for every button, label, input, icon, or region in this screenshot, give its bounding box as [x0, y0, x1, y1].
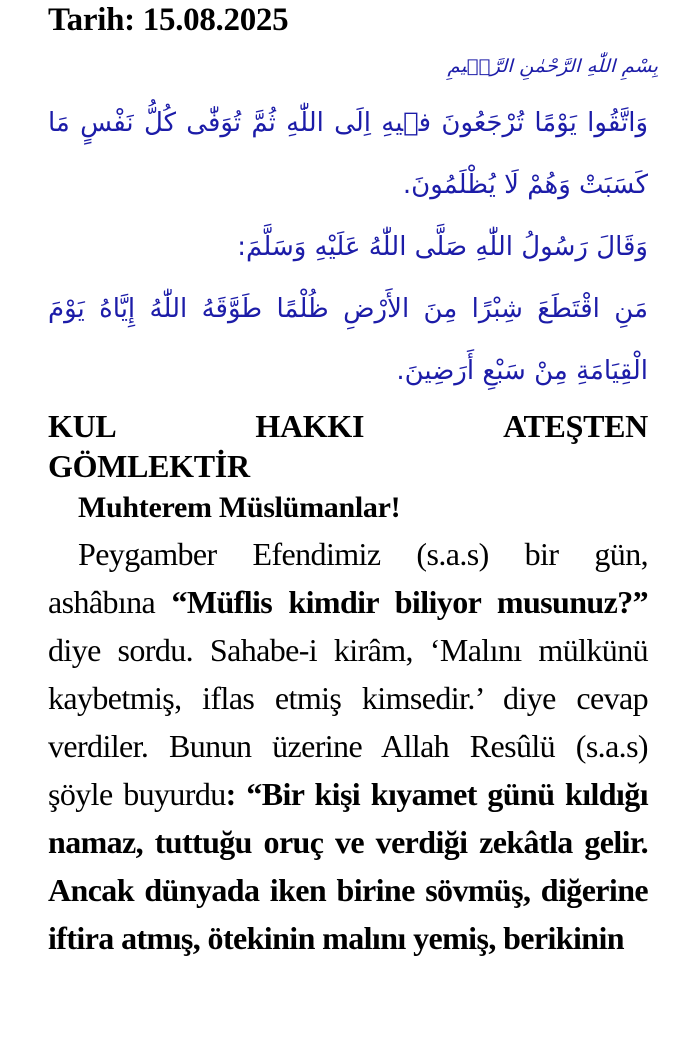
- body-paragraph: [48, 530, 648, 962]
- sermon-title: [48, 406, 648, 486]
- title-word: HAKKI: [255, 408, 365, 444]
- arabic-hadith: مَنِ اقْتَطَعَ شِبْرًا مِنَ الأَرْضِ ظُلْمًا طَوَّقَهُ اللّٰهُ إِيَّاهُ يَوْمَ الْقِيَامَةِ مِنْ سَبْعِ أَرَضِينَ.: [48, 294, 648, 386]
- sermon-body: [48, 530, 648, 962]
- title-line-2: GÖMLEKTİR: [48, 448, 250, 484]
- greeting: Muhterem Müslümanlar!: [78, 491, 401, 524]
- arabic-section: [48, 92, 648, 402]
- body-quote-bold: “Müflis kimdir biliyor musunuz?”: [171, 584, 648, 620]
- basmala-text: بِسْمِ اللّٰهِ الرَّحْمٰنِ الرَّح۪يمِ: [447, 56, 658, 77]
- arabic-verse: وَاتَّقُوا يَوْمًا تُرْجَعُونَ ف۪يهِ اِلَى اللّٰهِ ثُمَّ تُوَفّٰى كُلُّ نَفْسٍ مَا كَسَبَتْ وَهُمْ لَا يُظْلَمُونَ.: [48, 108, 648, 200]
- basmala-calligraphy: [48, 52, 658, 92]
- title-word: KUL: [48, 408, 117, 444]
- date-heading: Tarih: 15.08.2025: [48, 2, 289, 38]
- title-word: ATEŞTEN: [503, 408, 648, 444]
- arabic-hadith-intro: وَقَالَ رَسُولُ اللّٰهِ صَلَّى اللّٰهُ عَلَيْهِ وَسَلَّمَ:: [237, 232, 648, 262]
- body-text: Peygamber Efendimiz (s.a.s) bir gün, ashâbına: [48, 536, 648, 620]
- body-text: diye sordu. Sahabe-i kirâm, ‘Malını mülkünü kaybetmiş, iflas etmiş kimsedir.’ diye cevap verdiler. Bunun üzerine Allah Resûlü (s.a.s) şöyle buyurdu: [48, 632, 648, 812]
- title-line-1: [48, 406, 648, 446]
- sermon-page: [48, 0, 658, 962]
- body-hadith-bold: : “Bir kişi kıyamet günü kıldığı namaz, tuttuğu oruç ve verdiği zekâtla gelir. Ancak dünyada iken birine sövmüş, diğerine iftira atmış, ötekinin malını yemiş, berikinin: [48, 776, 648, 956]
